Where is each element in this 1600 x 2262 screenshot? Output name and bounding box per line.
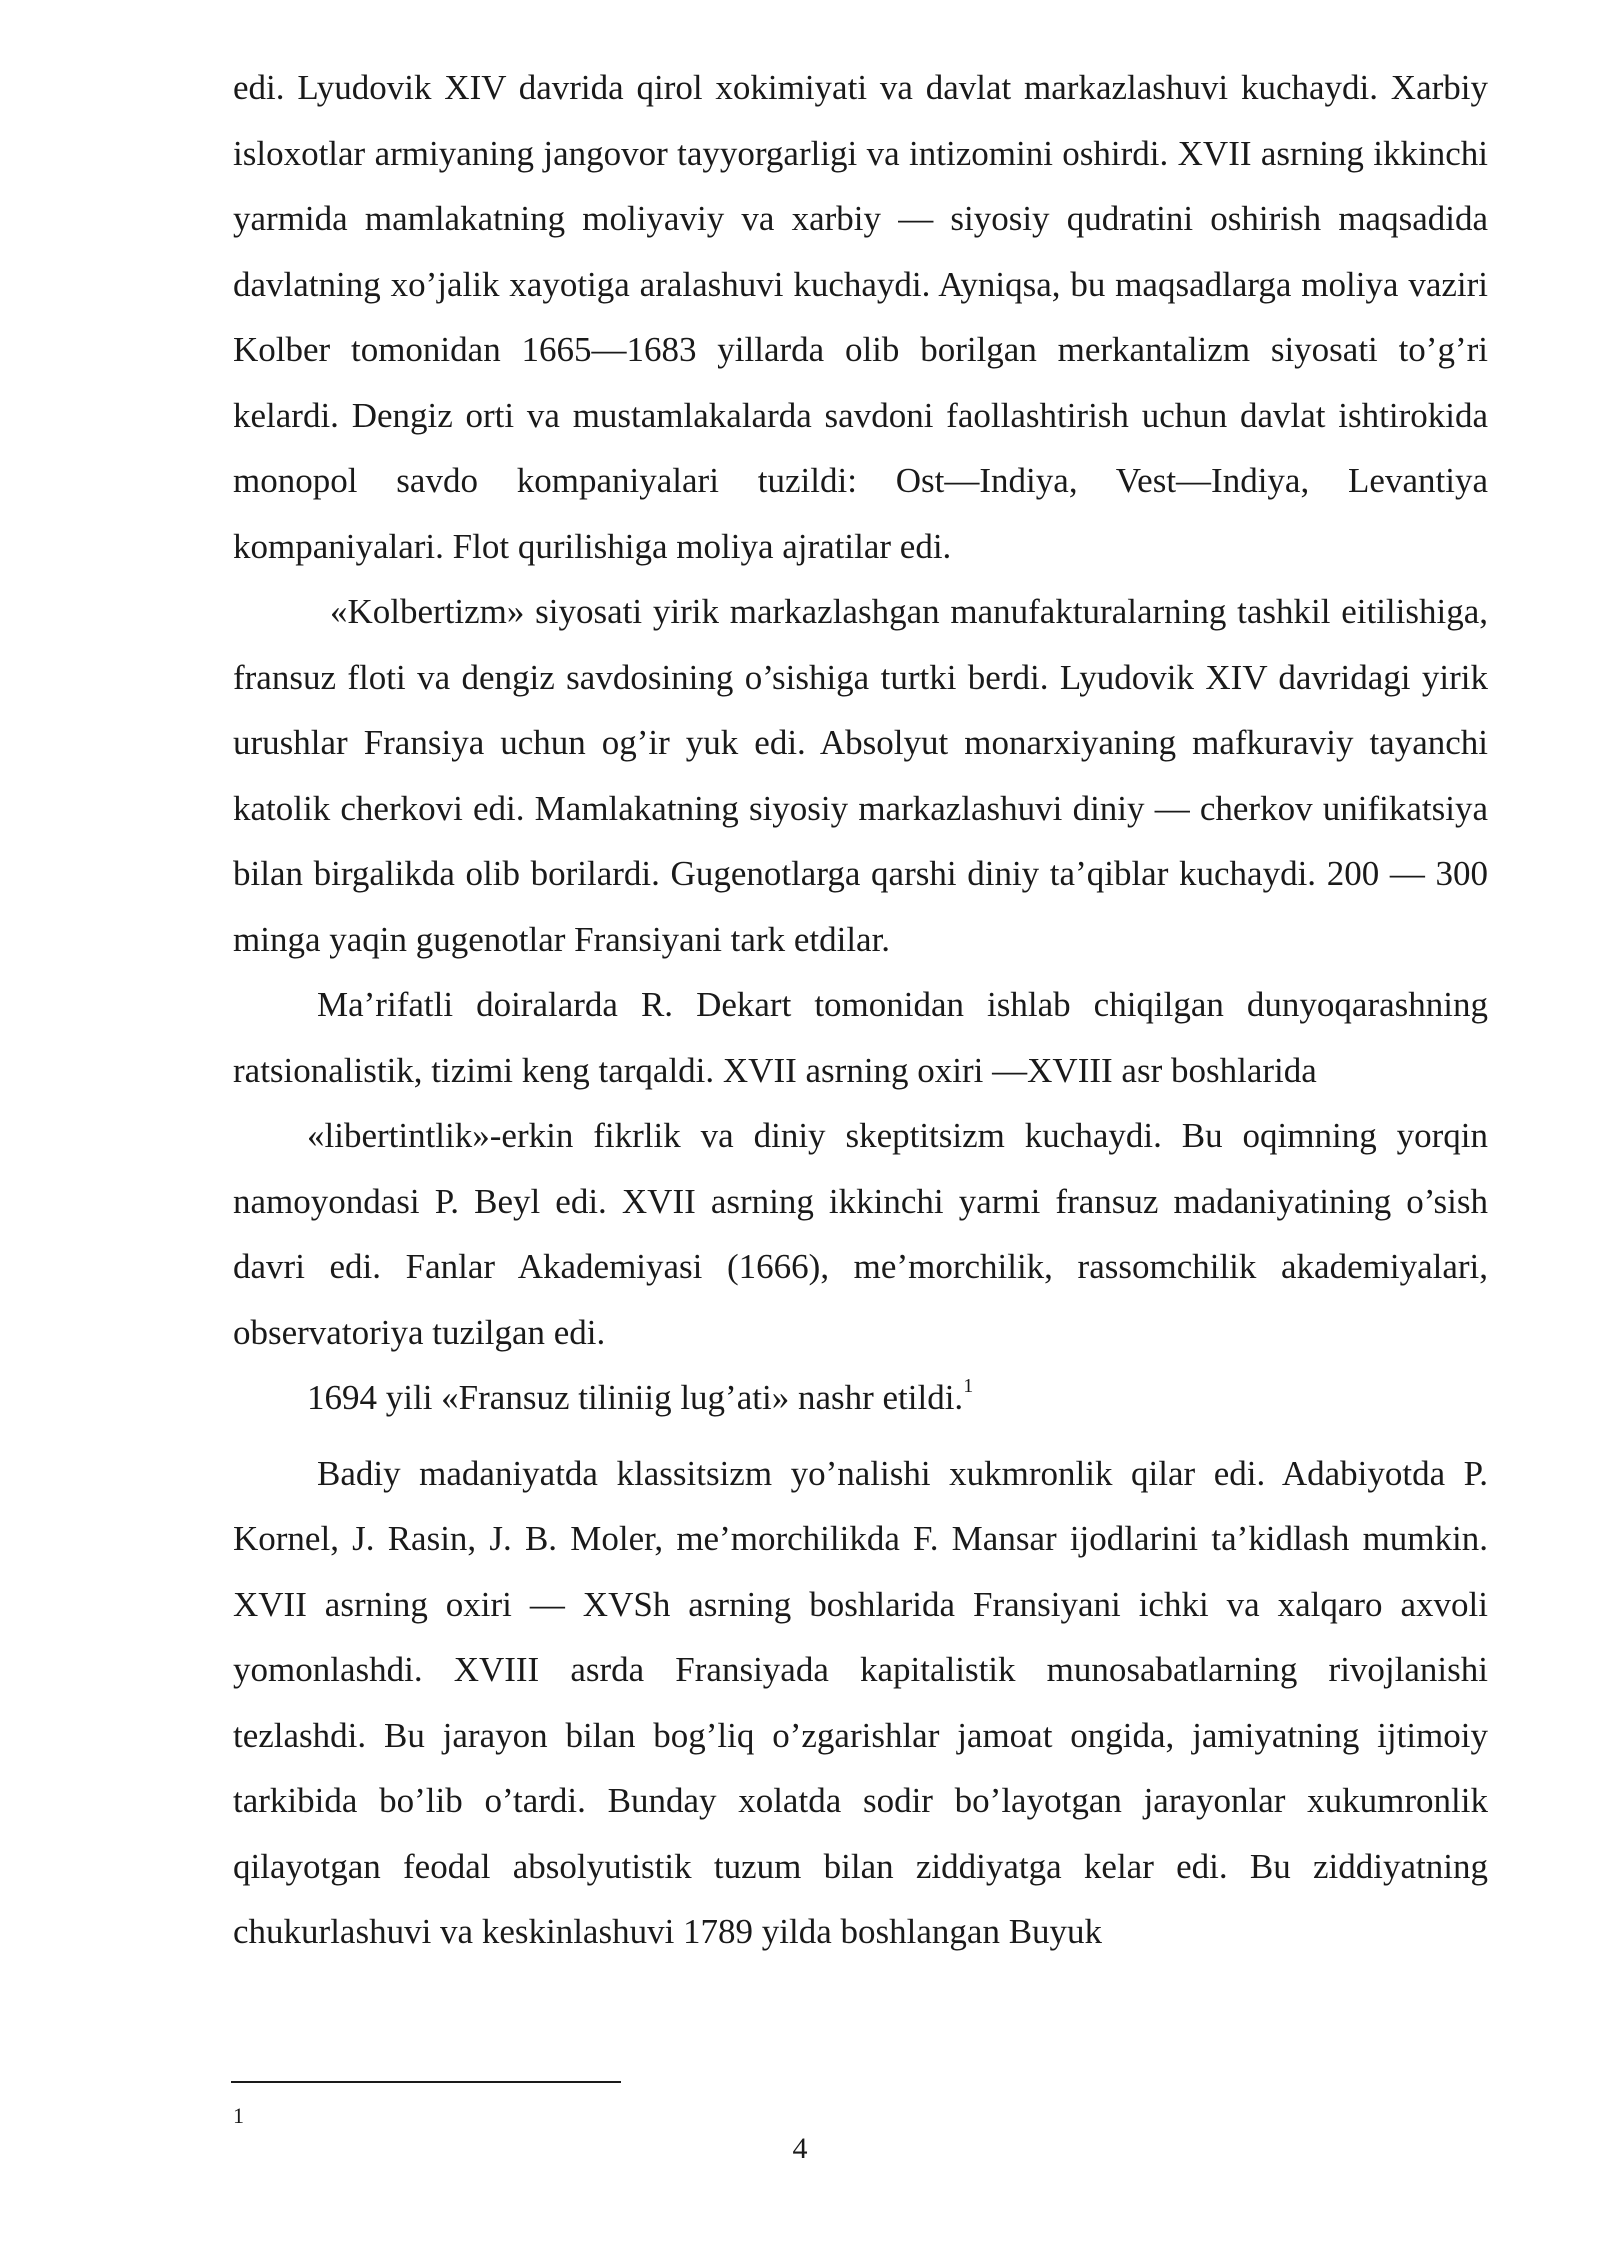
paragraph-5-text: 1694 yili «Fransuz tiliniig lug’ati» nashr etildi. — [307, 1378, 964, 1417]
body-text — [233, 55, 1488, 1965]
paragraph-4: «libertintlik»-erkin fikrlik va diniy skeptitsizm kuchaydi. Bu oqimning yorqin namoyondasi P. Beyl edi. XVII asrning ikkinchi yarmi fransuz madaniyatining o’sish davri edi. Fanlar Akademiyasi (1666), me’morchilik, rassomchilik akademiyalari, observatoriya tuzilgan edi. — [233, 1116, 1488, 1352]
paragraph-6: Badiy madaniyatda klassitsizm yo’nalishi xukmronlik qilar edi. Adabiyotda P. Kornel, J. Rasin, J. B. Moler, me’morchilikda F. Mansar ijodlarini ta’kidlash mumkin. XVII asrning oxiri — XVSh asrning boshlarida Fransiyani ichki va xalqaro axvoli yomonlashdi. XVIII asrda Fransiyada kapitalistik munosabatlarning rivojlanishi tezlashdi. Bu jarayon bilan bog’liq o’zgarishlar jamoat ongida, jamiyatning ijtimoiy tarkibida bo’lib o’tardi. Bunday xolatda sodir bo’layotgan jarayonlar xukumronlik qilayotgan feodal absolyutistik tuzum bilan ziddiyatga kelar edi. Bu ziddiyatning chukurlashuvi va keskinlashuvi 1789 yilda boshlangan Buyuk — [233, 1453, 1488, 1951]
footnote-reference[interactable]: 1 — [963, 1375, 974, 1398]
footnote: 1 — [233, 2103, 244, 2128]
paragraph-2: «Kolbertizm» siyosati yirik markazlashgan manufakturalarning tashkil eitilishiga, fransuz floti va dengiz savdosining o’sishiga turtki berdi. Lyudovik XIV davridagi yirik urushlar Fransiya uchun og’ir yuk edi. Absolyut monarxiyaning mafkuraviy tayanchi katolik cherkovi edi. Mamlakatning siyosiy markazlashuvi diniy — cherkov unifikatsiya bilan birgalikda olib borilardi. Gugenotlarga qarshi diniy ta’qiblar kuchaydi. 200 — 300 minga yaqin gugenotlar Fransiyani tark etdilar. — [233, 592, 1488, 959]
footnote-separator — [231, 2081, 621, 2083]
page-number: 4 — [792, 2132, 808, 2165]
paragraph-1: edi. Lyudovik XIV davrida qirol xokimiyati va davlat markazlashuvi kuchaydi. Xarbiy isloxotlar armiyaning jangovor tayyorgarligi va intizomini oshirdi. XVII asrning ikkinchi yarmida mamlakatning moliyaviy va xarbiy — siyosiy qudratini oshirish maqsadida davlatning xo’jalik xayotiga aralashuvi kuchaydi. Ayniqsa, bu maqsadlarga moliya vaziri Kolber tomonidan 1665—1683 yillarda olib borilgan merkantalizm siyosati to’g’ri kelardi. Dengiz orti va mustamlakalarda savdoni faollashtirish uchun davlat ishtirokida monopol savdo kompaniyalari tuzildi: Ost—Indiya, Vest—Indiya, Levantiya kompaniyalari. Flot qurilishiga moliya ajratilar edi. — [233, 68, 1488, 566]
paragraph-3: Ma’rifatli doiralarda R. Dekart tomonidan ishlab chiqilgan dunyoqarashning ratsionalistik, tizimi keng tarqaldi. XVII asrning oxiri —XVIII asr boshlarida — [233, 985, 1488, 1090]
paragraph-5 — [233, 1365, 1488, 1431]
